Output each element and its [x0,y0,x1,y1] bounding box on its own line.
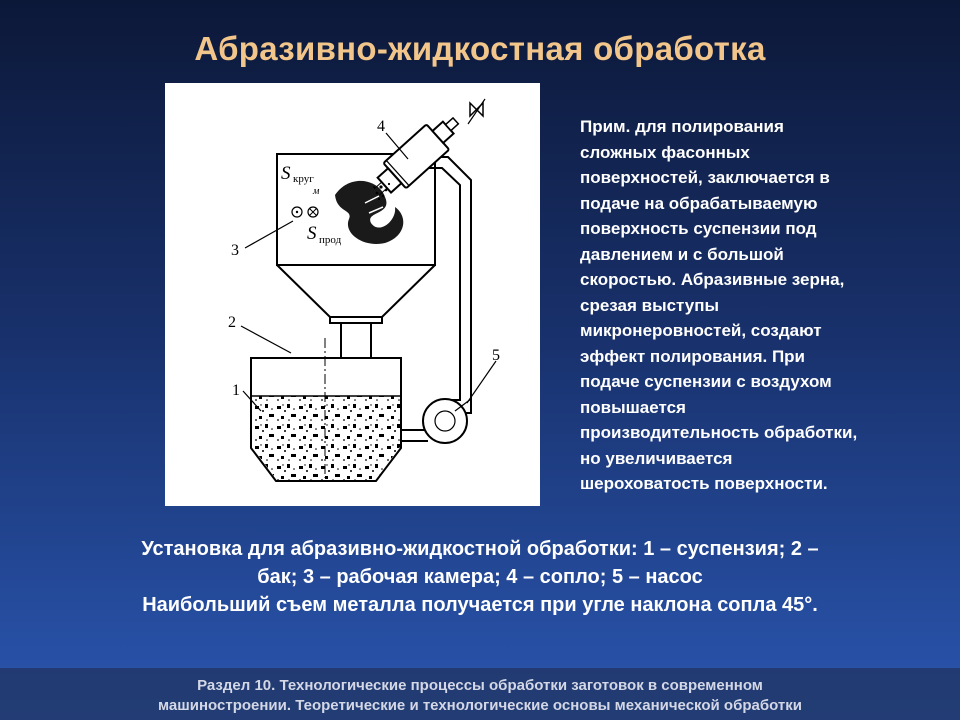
footer-line: машиностроении. Теоретические и технологические основы механической обработки [158,697,802,714]
label-4: 4 [377,118,385,135]
description-line: сложных фасонных [580,142,750,162]
footer-bar [0,668,960,720]
caption-line: бак; 3 – рабочая камера; 4 – сопло; 5 – насос [257,566,703,588]
description-line: Прим. для полирования [580,117,784,136]
description-line: эффект полирования. При [580,346,805,366]
label-s-krug-sub: круг [293,173,314,185]
slide-title: Абразивно-жидкостная обработка [194,30,766,67]
description-line: срезая выступы [580,295,720,315]
label-2: 2 [228,314,236,331]
description-line: шероховатость поверхности. [580,474,828,493]
label-1: 1 [232,382,240,399]
label-s-prod: S [307,223,317,244]
description-line: давлением и с большой [580,244,784,264]
description-line: подаче на обрабатываемую [580,193,818,213]
footer-line: Раздел 10. Технологические процессы обработки заготовок в современном [197,677,763,694]
description-line: но увеличивается [580,448,733,468]
description-line: повышается [580,397,686,417]
label-s-krug: S [281,163,291,184]
label-m: м [313,186,320,197]
label-s-prod-sub: прод [319,234,342,246]
drain-pipe [330,317,382,358]
air-valve [468,99,485,124]
description-line: подаче суспензии с воздухом [580,372,832,391]
label-5: 5 [492,347,500,364]
apparatus-diagram [165,83,540,506]
figure-caption [0,535,960,619]
caption-line: Наибольший съем металла получается при угле наклона сопла 45°. [142,594,818,616]
supply-pipe [425,157,471,413]
description-line: поверхностей, заключается в [580,168,830,187]
pump [423,399,471,443]
description-line: скоростью. Абразивные зерна, [580,270,845,289]
rotation-symbols [292,207,318,217]
description-line: производительность обработки, [580,423,858,442]
footer-text [0,676,960,716]
label-3: 3 [231,242,239,259]
suspension-fill [251,396,401,480]
apparatus-drawing [165,83,540,506]
description-text [580,114,940,497]
description-line: поверхность суспензии под [580,219,817,238]
description-line: микронеровностей, создают [580,321,822,340]
caption-line: Установка для абразивно-жидкостной обработки: 1 – суспензия; 2 – [141,538,819,560]
